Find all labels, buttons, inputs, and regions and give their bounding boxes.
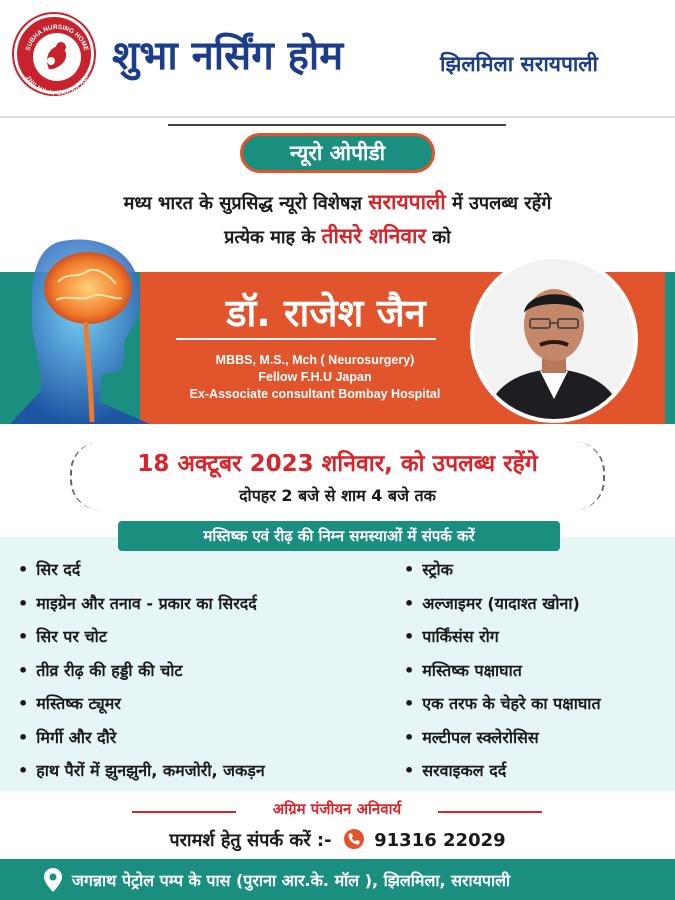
footer-address: जगन्नाथ पेट्रोल पम्प के पास (पुराना आर.के. मॉल ), झिलमिला, सरायपाली (72, 871, 511, 890)
contact-row (0, 828, 675, 852)
footer-address-bar (0, 859, 675, 900)
contact-label: परामर्श हेतु संपर्क करें :- (169, 830, 332, 851)
logo-text-top: SUBHA NURSING HOME (24, 23, 90, 52)
brand-subtitle: झिलमिला सरायपाली (440, 52, 598, 76)
doctor-qualifications (150, 352, 480, 403)
list-item: • मिर्गी और दौरे (18, 726, 265, 760)
list-item: • तीव्र रीढ़ की हड्डी की चोट (18, 659, 265, 693)
doctor-name-underline (176, 338, 436, 340)
intro-line-1-text-b: में उपलब्ध रहेंगे (445, 193, 552, 214)
problems-list-left (18, 558, 265, 793)
list-item: • मस्तिष्क पक्षाघात (404, 659, 601, 693)
location-pin-icon (44, 868, 62, 892)
doctor-photo (470, 255, 638, 423)
list-item: • हाथ पैरों में झुनझुनी, कमजोरी, जकड़न (18, 759, 265, 793)
list-item: • सरवाइकल दर्द (404, 759, 601, 793)
phone-number-link[interactable]: 91316 22029 (374, 830, 506, 851)
intro-line-1 (0, 188, 675, 216)
nursing-home-logo (14, 14, 94, 97)
list-item: • सिर पर चोट (18, 625, 265, 659)
divider (438, 811, 542, 813)
doctor-portrait-icon (474, 259, 634, 419)
phone-icon (344, 829, 364, 849)
brand-title: शुभा नर्सिंग होम (112, 33, 344, 79)
divider (132, 811, 236, 813)
registration-row (0, 799, 675, 823)
list-item: • अल्जाइमर (यादाश्त खोना) (404, 592, 601, 626)
neuro-opd-badge: न्यूरो ओपीडी (240, 133, 435, 173)
list-item: • पार्किंसंस रोग (404, 625, 601, 659)
doctor-name: डॉ. राजेश जैन (226, 291, 426, 335)
availability-time: दोपहर 2 बजे से शाम 4 बजे तक (239, 486, 436, 505)
divider (168, 124, 506, 126)
logo-emblem-icon (17, 17, 97, 97)
registration-notice: अग्रिम पंजीयन अनिवार्य (272, 800, 402, 818)
list-item: • मस्तिष्क ट्यूमर (18, 692, 265, 726)
header (0, 0, 675, 118)
logo-text-bottom: JHILMILA, SARAIPALI (24, 74, 90, 97)
intro-line-1-text-a: मध्य भारत के सुप्रसिद्ध न्यूरो विशेषज्ञ (123, 193, 369, 214)
intro-highlight-day: तीसरे शनिवार (321, 224, 427, 248)
qualification-degrees: MBBS, M.S., Mch ( Neurosurgery) (215, 353, 415, 367)
availability-date: 18 अक्टूबर 2023 शनिवार, को उपलब्ध रहेंगे (137, 451, 538, 477)
intro-line-2-text-a: प्रत्येक माह के (224, 227, 322, 248)
problems-list-right (404, 558, 601, 793)
list-item: • एक तरफ के चेहरे का पक्षाघात (404, 692, 601, 726)
problems-heading: मस्तिष्क एवं रीढ़ की निम्न समस्याओं में संपर्क करें (118, 521, 560, 551)
intro-line-2-text-b: को (426, 227, 451, 248)
qualification-fellowship: Fellow F.H.U Japan (258, 370, 372, 384)
list-item: • माइग्रेन और तनाव - प्रकार का सिरदर्द (18, 592, 265, 626)
list-item: • स्ट्रोक (404, 558, 601, 592)
intro-highlight-city: सरायपाली (368, 190, 446, 214)
list-item: • मल्टीपल स्क्लेरोसिस (404, 726, 601, 760)
qualification-experience: Ex-Associate consultant Bombay Hospital (189, 387, 441, 401)
list-item: • सिर दर्द (18, 558, 265, 592)
